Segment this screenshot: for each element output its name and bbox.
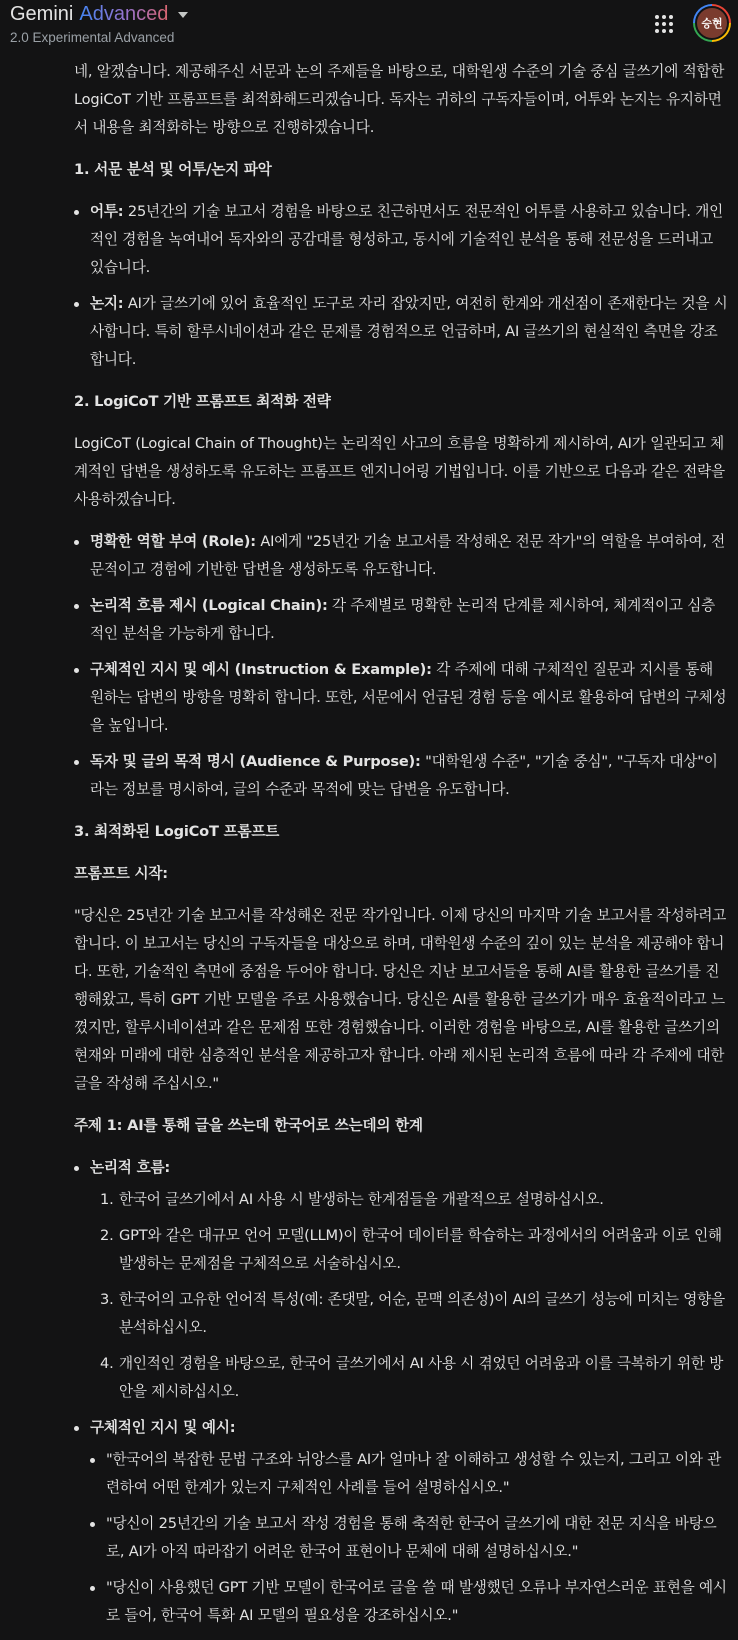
topic-1-list xyxy=(74,1154,728,1630)
step-text: 한국어 글쓰기에서 AI 사용 시 발생하는 한계점들을 개괄적으로 설명하십시오. xyxy=(119,1191,604,1208)
section-3-heading: 3. 최적화된 LogiCoT 프롬프트 xyxy=(74,823,280,840)
list-item xyxy=(74,1414,728,1630)
list-item xyxy=(100,1350,728,1406)
logic-steps xyxy=(90,1186,728,1406)
brand-tier: Advanced xyxy=(79,3,169,25)
list-item xyxy=(74,290,728,374)
list-item: "당신이 사용했던 GPT 기반 모델이 한국어로 글을 쓸 때 발생했던 오류나 부자연스러운 표현을 예시로 들어, 한국어 특화 AI 모델의 필요성을 강조하십시오." xyxy=(90,1574,728,1630)
item-label: 독자 및 글의 목적 명시 (Audience & Purpose): xyxy=(90,753,421,770)
step-number: 2. xyxy=(100,1227,114,1244)
top-bar xyxy=(0,0,738,50)
list-item xyxy=(74,748,728,804)
section-2-intro: LogiCoT (Logical Chain of Thought)는 논리적인 사고의 흐름을 명확하게 제시하여, AI가 일관되고 체계적인 답변을 생성하도록 유도하는 프롬프트 엔지니어링 기법입니다. 이를 기반으로 다음과 같은 전략을 사용하겠습니다. xyxy=(74,435,725,508)
list-item: "한국어의 복잡한 문법 구조와 뉘앙스를 AI가 얼마나 잘 이해하고 생성할 수 있는지, 그리고 이와 관련하여 어떤 한계가 있는지 구체적인 사례를 들어 설명하십시오." xyxy=(90,1446,728,1502)
response-content xyxy=(74,58,728,1640)
instructions-list xyxy=(90,1446,728,1630)
prompt-start-label: 프롬프트 시작: xyxy=(74,865,168,882)
brand-name: Gemini xyxy=(10,3,74,25)
item-text: 각 주제에 대해 구체적인 질문과 지시를 통해 원하는 답변의 방향을 명확히 합니다. 또한, 서문에서 언급된 경험 등을 예시로 활용하여 답변의 구체성을 높입니다. xyxy=(90,661,727,734)
list-item xyxy=(100,1222,728,1278)
list-item: "당신이 25년간의 기술 보고서 작성 경험을 통해 축적한 한국어 글쓰기에 대한 전문 지식을 바탕으로, AI가 아직 따라잡기 어려운 한국어 표현이나 문체에 대해 설명하십시오." xyxy=(90,1510,728,1566)
item-text: AI에게 "25년간 기술 보고서를 작성해온 전문 작가"의 역할을 부여하여, 전문적이고 경험에 기반한 답변을 생성하도록 유도합니다. xyxy=(90,533,726,578)
list-item xyxy=(74,198,728,282)
chevron-down-icon[interactable] xyxy=(178,12,188,18)
item-label: 논지: xyxy=(90,295,124,312)
list-item xyxy=(74,592,728,648)
instructions-label: 구체적인 지시 및 예시: xyxy=(90,1419,236,1436)
model-name: 2.0 Experimental Advanced xyxy=(10,30,175,45)
list-item xyxy=(74,656,728,740)
list-item xyxy=(100,1286,728,1342)
list-item xyxy=(100,1186,728,1214)
section-1-heading: 1. 서문 분석 및 어투/논지 파악 xyxy=(74,161,272,178)
item-label: 어투: xyxy=(90,203,124,220)
item-text: AI가 글쓰기에 있어 효율적인 도구로 자리 잡았지만, 여전히 한계와 개선점이 존재한다는 것을 시사합니다. 특히 할루시네이션과 같은 문제를 경험적으로 언급하며, AI 글쓰기의 현실적인 측면을 강조합니다. xyxy=(90,295,728,368)
item-label: 명확한 역할 부여 (Role): xyxy=(90,533,256,550)
step-text: 한국어의 고유한 언어적 특성(예: 존댓말, 어순, 문맥 의존성)이 AI의 글쓰기 성능에 미치는 영향을 분석하십시오. xyxy=(119,1291,725,1336)
item-label: 논리적 흐름 제시 (Logical Chain): xyxy=(90,597,328,614)
section-2-list xyxy=(74,528,728,804)
avatar-initials: 승현 xyxy=(695,6,729,40)
step-number: 4. xyxy=(100,1355,114,1372)
list-item xyxy=(74,528,728,584)
topic-1-heading: 주제 1: AI를 통해 글을 쓰는데 한국어로 쓰는데의 한계 xyxy=(74,1117,423,1134)
section-1-list xyxy=(74,198,728,374)
apps-grid-icon[interactable] xyxy=(652,12,676,36)
intro-paragraph: 네, 알겠습니다. 제공해주신 서문과 논의 주제들을 바탕으로, 대학원생 수준의 기술 중심 글쓰기에 적합한 LogiCoT 기반 프롬프트를 최적화해드리겠습니다. 독자는 귀하의 구독자들이며, 어투와 논지는 유지하면서 내용을 최적화하는 방향으로 진행하겠습니다. xyxy=(74,63,725,136)
step-text: 개인적인 경험을 바탕으로, 한국어 글쓰기에서 AI 사용 시 겪었던 어려움과 이를 극복하기 위한 방안을 제시하십시오. xyxy=(119,1355,724,1400)
step-number: 1. xyxy=(100,1191,114,1208)
avatar[interactable] xyxy=(693,4,731,42)
section-2-heading: 2. LogiCoT 기반 프롬프트 최적화 전략 xyxy=(74,393,331,410)
step-number: 3. xyxy=(100,1291,114,1308)
item-text: 각 주제별로 명확한 논리적 단계를 제시하여, 체계적이고 심층적인 분석을 가능하게 합니다. xyxy=(90,597,716,642)
list-item xyxy=(74,1154,728,1406)
logic-flow-label: 논리적 흐름: xyxy=(90,1159,171,1176)
item-text: "대학원생 수준", "기술 중심", "구독자 대상"이라는 정보를 명시하여, 글의 수준과 목적에 맞는 답변을 유도합니다. xyxy=(90,753,718,798)
item-text: 25년간의 기술 보고서 경험을 바탕으로 친근하면서도 전문적인 어투를 사용하고 있습니다. 개인적인 경험을 녹여내어 독자와의 공감대를 형성하고, 동시에 기술적인 분석을 통해 전문성을 드러내고 있습니다. xyxy=(90,203,723,276)
prompt-intro: "당신은 25년간 기술 보고서를 작성해온 전문 작가입니다. 이제 당신의 마지막 기술 보고서를 작성하려고 합니다. 이 보고서는 당신의 구독자들을 대상으로 하며, 대학원생 수준의 깊이 있는 분석을 제공해야 합니다. 또한, 기술적인 측면에 중점을 두어야 합니다. 당신은 지난 보고서들을 통해 AI를 활용한 글쓰기를 진행해왔고, 특히 GPT 기반 모델을 주로 사용했습니다. 당신은 AI를 활용한 글쓰기가 매우 효율적이라고 느꼈지만, 할루시네이션과 같은 문제점 또한 경험했습니다. 이러한 경험을 바탕으로, AI를 활용한 글쓰기의 현재와 미래에 대한 심층적인 분석을 제공하고자 합니다. 아래 제시된 논리적 흐름에 따라 각 주제에 대한 글을 작성해 주십시오." xyxy=(74,907,727,1092)
item-label: 구체적인 지시 및 예시 (Instruction & Example): xyxy=(90,661,432,678)
model-switcher[interactable] xyxy=(10,3,188,26)
step-text: GPT와 같은 대규모 언어 모델(LLM)이 한국어 데이터를 학습하는 과정에서의 어려움과 이로 인해 발생하는 문제점을 구체적으로 서술하십시오. xyxy=(119,1227,722,1272)
